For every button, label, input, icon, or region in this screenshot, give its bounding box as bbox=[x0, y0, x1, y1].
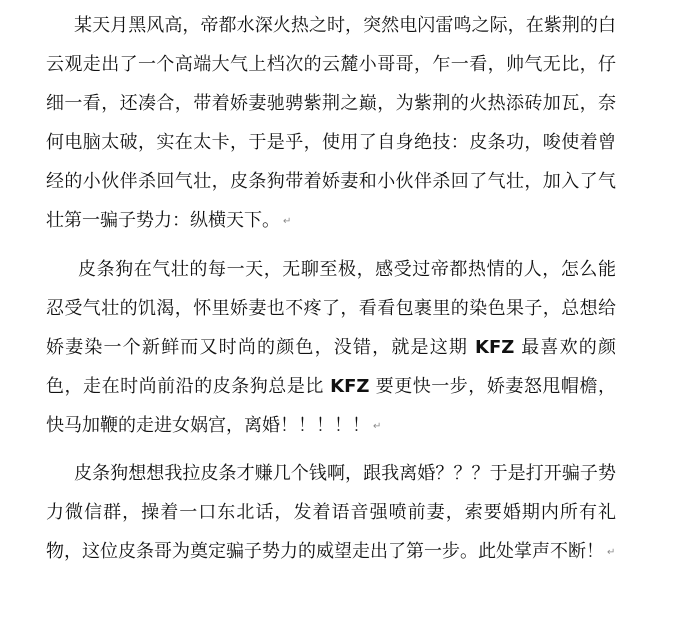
paragraph-3 bbox=[46, 454, 616, 572]
paragraph-2-bold-kfz-1: KFZ bbox=[475, 337, 515, 358]
paragraph-2-bold-kfz-2: KFZ bbox=[330, 376, 370, 397]
paragraph-2 bbox=[46, 250, 616, 446]
paragraph-1-text: 某天月黑风高，帝都水深火热之时，突然电闪雷鸣之际，在紫荆的白云观走出了一个高端大气上档次的云麓小哥哥，乍一看，帅气无比，仔细一看，还凑合，带着娇妻驰骋紫荆之巅，为紫荆的火热添砖加瓦，奈何电脑太破，实在太卡，于是乎，使用了自身绝技：皮条功，唆使着曾经的小伙伴杀回气壮，皮条狗带着娇妻和小伙伴杀回了气壮，加入了气壮第一骗子势力：纵横天下。 bbox=[46, 15, 616, 231]
paragraph-mark-icon: ↵ bbox=[607, 546, 616, 558]
paragraph-2-text-part-3: 要更快一步，娇妻怒甩帽檐，快马加鞭的走进女娲宫，离婚！！！！！ bbox=[46, 376, 616, 436]
paragraph-3-text: 皮条狗想想我拉皮条才赚几个钱啊，跟我离婚？？？于是打开骗子势力微信群，操着一口东北话，发着语音强喷前妻，索要婚期内所有礼物，这位皮条哥为奠定骗子势力的威望走出了第一步。此处掌声不断！ bbox=[46, 463, 616, 562]
paragraph-mark-icon: ↵ bbox=[283, 215, 292, 227]
paragraph-2-text-part-1: 皮条狗在气壮的每一天，无聊至极，感受过帝都热情的人，怎么能忍受气壮的饥渴，怀里娇妻也不疼了，看看包裹里的染色果子，总想给娇妻染一个新鲜而又时尚的颜色，没错，就是这期 bbox=[46, 259, 616, 358]
paragraph-1 bbox=[46, 6, 616, 241]
paragraph-mark-icon: ↵ bbox=[373, 420, 382, 432]
paragraph-2-text-part-2: 最喜欢的颜色，走在时尚前沿的皮条狗总是比 bbox=[46, 337, 616, 397]
